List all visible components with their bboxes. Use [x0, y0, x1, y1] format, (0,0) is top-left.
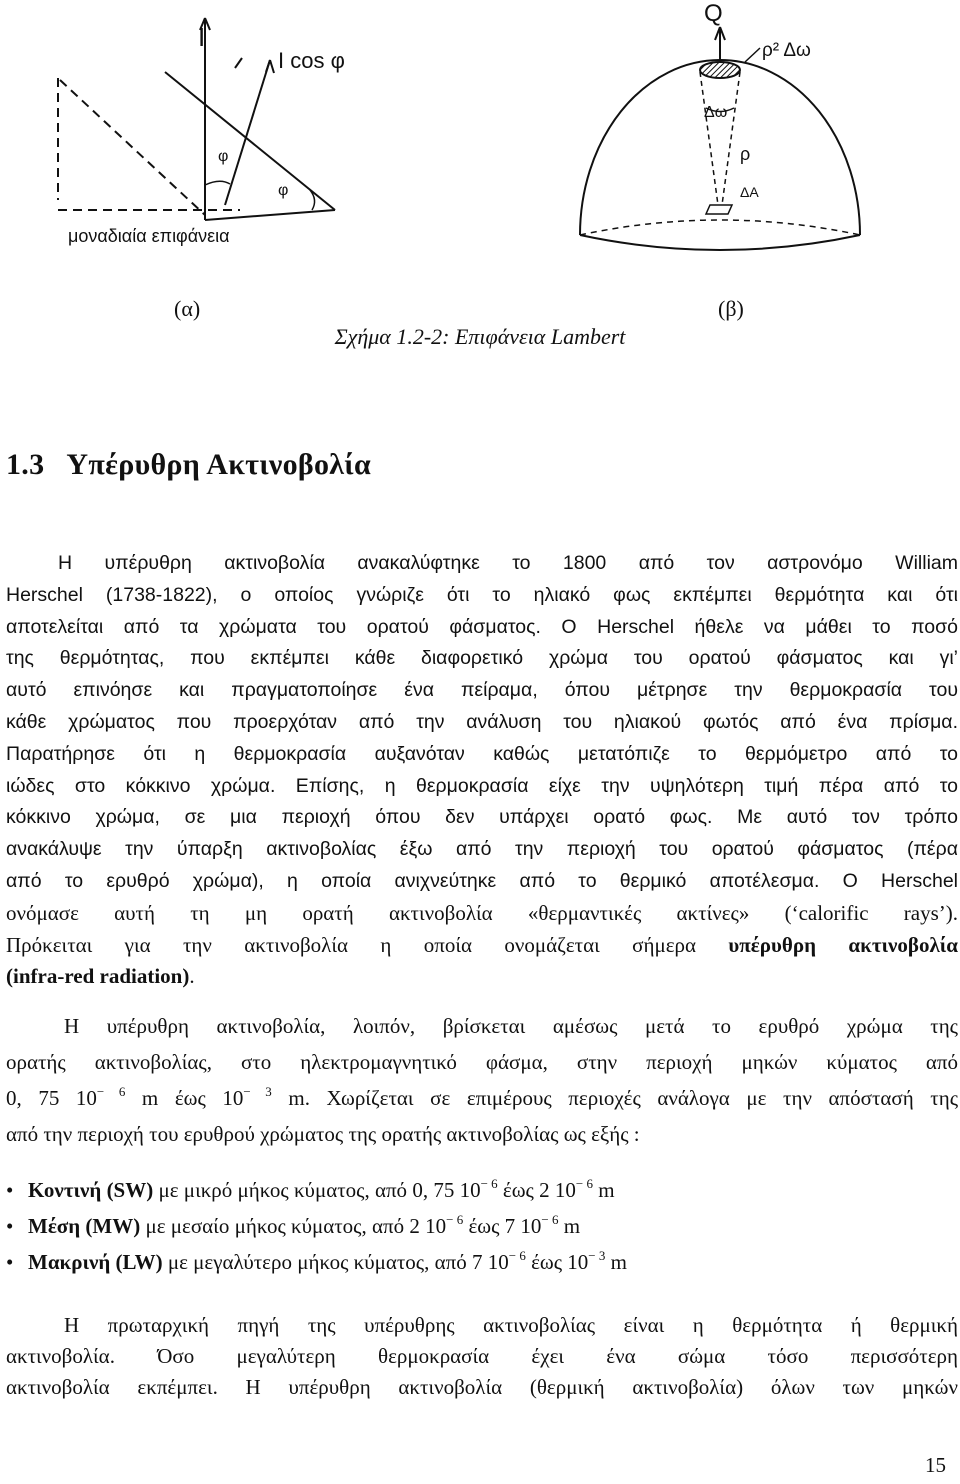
list-exp: − 6: [480, 1176, 498, 1191]
list-exp: − 6: [446, 1212, 464, 1227]
bullet-dot: •: [6, 1250, 14, 1274]
para2-line: Η υπέρυθρη ακτινοβολία, λοιπόν, βρίσκεται αμέσως μετά το ερυθρό χρώμα της: [64, 1014, 958, 1038]
section-title-text: Υπέρυθρη Ακτινοβολία: [66, 448, 371, 481]
para3-line: ακτινοβολία εκπέμπει. Η υπέρυθρη ακτινοβολία (θερμική ακτινοβολία) όλων των μηκών: [6, 1375, 958, 1399]
para1-line: ονόμασε αυτή τη μη ορατή ακτινοβολία «θερμαντικές ακτίνες» (‘calorific rays’).: [6, 900, 958, 925]
label-phi-top: φ: [218, 148, 229, 165]
list-text: έως: [497, 1178, 540, 1202]
formula-coef: 0, 75: [6, 1086, 60, 1110]
para1-line: αποτελείται από τα χρώματα του ορατού φάσματος. Ο Herschel ήθελε να μάθει το ποσό: [6, 615, 958, 638]
list-exp: − 6: [575, 1176, 593, 1191]
label-Q: Q: [704, 0, 723, 27]
label-unit-surface: μοναδιαία επιφάνεια: [68, 226, 230, 246]
para1-line-text: Πρόκειται για την ακτινοβολία η οποία ονομάζεται σήμερα: [6, 932, 697, 957]
figure-tag-a: (α): [174, 296, 201, 321]
list-value: 10: [520, 1214, 542, 1238]
list-item: [6, 1172, 946, 1208]
paragraph-infrared-range: [6, 1008, 958, 1152]
infrared-subregions-list: [6, 1172, 946, 1280]
para1-line-final: [6, 961, 958, 993]
formula-exp: − 6: [96, 1084, 126, 1099]
page-number: 15: [925, 1453, 946, 1477]
list-term: Μέση (MW): [28, 1214, 141, 1238]
list-exp: − 3: [588, 1248, 606, 1263]
bullet-dot: •: [6, 1214, 14, 1238]
section-heading: [6, 448, 371, 482]
formula-base: 10: [75, 1086, 97, 1110]
para1-line: Παρατήρησε ότι η θερμοκρασία αυξανόταν καθώς μετατόπιζε το θερμόμετρο από το: [6, 742, 958, 765]
list-item: [6, 1244, 946, 1280]
list-value: 2: [409, 1214, 420, 1238]
formula-text: m. Χωρίζεται σε επιμέρους περιοχές ανάλογα με την απόστασή της: [271, 1086, 959, 1110]
para2-line-formula: [6, 1080, 958, 1116]
paragraph-primary-source: [6, 1310, 958, 1403]
list-value: 0, 75: [412, 1178, 455, 1202]
term-infrared-en: (infra-red radiation): [6, 964, 190, 989]
label-I-cos-phi: I cos φ: [278, 48, 345, 73]
list-unit: m: [592, 1178, 615, 1202]
label-dw: Δω: [704, 104, 728, 121]
label-I: I: [198, 22, 206, 52]
para1-line: κάθε χρώματος που προερχόταν από την ανάλυση του ηλιακού φωτός από ένα πρίσμα.: [6, 710, 958, 733]
para2-line: ορατής ακτινοβολίας, στο ηλεκτρομαγνητικό φάσμα, στην περιοχή μηκών κύματος από: [6, 1050, 958, 1074]
list-term: Κοντινή (SW): [28, 1178, 154, 1202]
label-dA: ΔA: [740, 184, 759, 200]
list-value: 10: [459, 1178, 481, 1202]
para1-line-last: [6, 930, 958, 962]
para1-line: κόκκινο χρώμα, σε μια περιοχή όπου δεν υπάρχει ορατό φως. Με αυτό τον τρόπο: [6, 806, 958, 829]
list-exp: − 6: [508, 1248, 526, 1263]
list-unit: m: [605, 1250, 627, 1274]
para1-line: ιώδες στο κόκκινο χρώμα. Επίσης, η θερμοκρασία είχε την υψηλότερη τιμή πέρα από το: [6, 774, 958, 797]
para1-end: .: [189, 964, 195, 989]
para2-line: από την περιοχή του ερυθρού χρώματος της ορατής ακτινοβολίας ως εξής :: [6, 1122, 640, 1146]
list-unit: m: [558, 1214, 581, 1238]
label-rho2-dw: ρ² Δω: [762, 40, 811, 61]
figure-tag-b: (β): [718, 296, 744, 321]
list-value: 10: [554, 1178, 576, 1202]
para1-line: ανακάλυψε την ύπαρξη ακτινοβολίας έξω από την περιοχή του ορατού φάσματος (πέρα: [6, 838, 958, 861]
list-text: με μικρό μήκος κύματος, από: [153, 1178, 413, 1202]
formula-exp: − 3: [243, 1084, 272, 1099]
label-rho: ρ: [740, 144, 751, 164]
para1-line: από το ερυθρό χρώμα), η οποία ανιχνεύτηκε από το θερμικό αποτέλεσμα. Ο Herschel: [6, 869, 958, 892]
list-value: 10: [567, 1250, 589, 1274]
formula-text: m έως 10: [125, 1086, 244, 1110]
list-exp: − 6: [541, 1212, 559, 1227]
paragraph-herschel: [6, 548, 958, 993]
para1-line: αυτό επινόησε και πραγματοποίησε ένα πείραμα, όπου μέτρησε την θερμοκρασία του: [6, 679, 958, 702]
term-infrared: υπέρυθρη ακτινοβολία: [728, 932, 958, 957]
list-value: 2: [539, 1178, 550, 1202]
list-text: με μεσαίο μήκος κύματος, από: [140, 1214, 410, 1238]
para3-line: Η πρωταρχική πηγή της υπέρυθρης ακτινοβολίας είναι η θερμότητα ή θερμική: [64, 1313, 958, 1337]
label-phi-bottom: φ: [278, 182, 289, 199]
list-value: 7: [504, 1214, 516, 1238]
figure-caption: Σχήμα 1.2-2: Επιφάνεια Lambert: [334, 324, 626, 349]
para3-line: ακτινοβολία. Όσο μεγαλύτερη θερμοκρασία έχει ένα σώμα τόσο περισσότερη: [6, 1344, 958, 1368]
list-text: έως: [525, 1250, 568, 1274]
list-term: Μακρινή (LW): [28, 1250, 163, 1274]
list-value: 10: [487, 1250, 509, 1274]
para1-line: Herschel (1738-1822), ο οποίος γνώριζε ότι το ηλιακό φως εκπέμπει θερμότητα και ότι: [6, 583, 958, 606]
para1-line: Η υπέρυθρη ακτινοβολία ανακαλύφτηκε το 1800 από τον αστρονόμο William: [58, 552, 958, 574]
list-text: με μεγαλύτερο μήκος κύματος, από: [162, 1250, 472, 1274]
para1-line: της θερμότητας, που εκπέμπει κάθε διαφορετικό χρώμα του ορατού φάσματος και γι’: [6, 647, 958, 670]
bullet-dot: •: [6, 1178, 14, 1202]
list-value: 7: [471, 1250, 483, 1274]
list-item: [6, 1208, 946, 1244]
section-number: 1.3: [6, 448, 45, 481]
list-text: έως: [463, 1214, 505, 1238]
figure-b-hemisphere: [560, 0, 910, 260]
list-value: 10: [425, 1214, 447, 1238]
